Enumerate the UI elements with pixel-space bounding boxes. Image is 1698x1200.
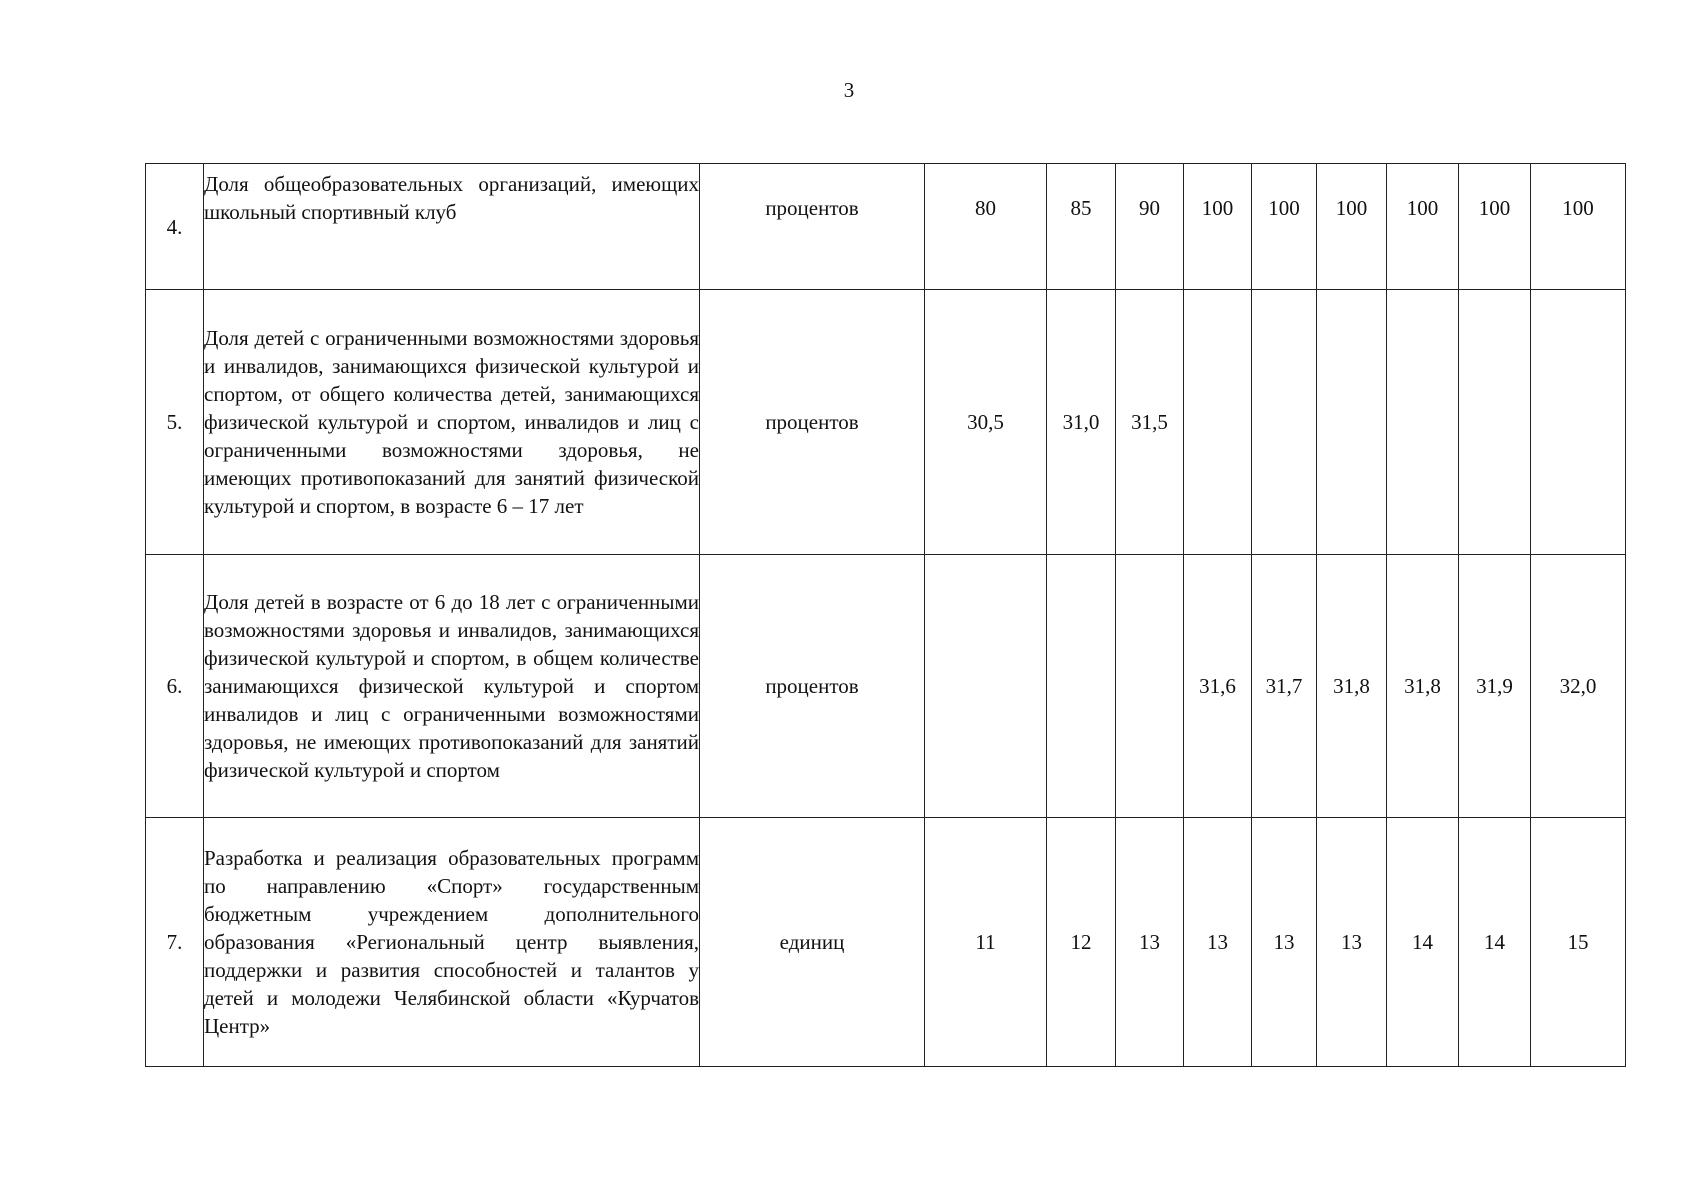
- indicators-table: [145, 163, 1626, 1067]
- value-cell: 31,5: [1116, 290, 1184, 555]
- value-cell: 13: [1252, 818, 1317, 1067]
- row-description: Доля детей с ограниченными возможностями здоровья и инвалидов, занимающихся физической культурой и спортом, от общего количества детей, занимающихся физической культурой и спортом, инвалидов и лиц с ограниченными возможностями здоровья, не имеющих противопоказаний для занятий физической культурой и спортом, в возрасте 6 – 17 лет: [204, 290, 700, 555]
- row-description: Доля общеобразовательных организаций, имеющих школьный спортивный клуб: [204, 164, 700, 290]
- value-cell: 30,5: [925, 290, 1047, 555]
- value-cell: [1116, 555, 1184, 818]
- value-cell: [1184, 290, 1252, 555]
- value-cell: 14: [1387, 818, 1459, 1067]
- value-cell: 31,8: [1387, 555, 1459, 818]
- row-number: 5.: [146, 290, 204, 555]
- table-row: [146, 290, 1626, 555]
- value-cell: 31,8: [1317, 555, 1387, 818]
- value-cell: 31,9: [1459, 555, 1531, 818]
- row-description: Доля детей в возрасте от 6 до 18 лет с ограниченными возможностями здоровья и инвалидов, занимающихся физической культурой и спортом, в общем количестве занимающихся физической культурой и спортом инвалидов и лиц с ограниченными возможностями здоровья, не имеющих противопоказаний для занятий физической культурой и спортом: [204, 555, 700, 818]
- table-row: [146, 555, 1626, 818]
- value-cell: [1387, 290, 1459, 555]
- value-cell: 11: [925, 818, 1047, 1067]
- row-unit: единиц: [700, 818, 925, 1067]
- value-cell: 85: [1047, 164, 1116, 290]
- value-cell: 90: [1116, 164, 1184, 290]
- value-cell: 31,7: [1252, 555, 1317, 818]
- value-cell: [1252, 290, 1317, 555]
- value-cell: 100: [1387, 164, 1459, 290]
- value-cell: 31,0: [1047, 290, 1116, 555]
- row-number: 4.: [146, 164, 204, 290]
- value-cell: 100: [1459, 164, 1531, 290]
- value-cell: [1317, 290, 1387, 555]
- value-cell: 100: [1252, 164, 1317, 290]
- value-cell: [1047, 555, 1116, 818]
- value-cell: 100: [1317, 164, 1387, 290]
- value-cell: 13: [1184, 818, 1252, 1067]
- row-description: Разработка и реализация образовательных программ по направлению «Спорт» государственным бюджетным учреждением дополнительного образования «Региональный центр выявления, поддержки и развития способностей и талантов у детей и молодежи Челябинской области «Курчатов Центр»: [204, 818, 700, 1067]
- value-cell: [1531, 290, 1626, 555]
- value-cell: [1459, 290, 1531, 555]
- value-cell: [925, 555, 1047, 818]
- row-number: 6.: [146, 555, 204, 818]
- value-cell: 100: [1531, 164, 1626, 290]
- value-cell: 31,6: [1184, 555, 1252, 818]
- row-unit: процентов: [700, 164, 925, 290]
- value-cell: 14: [1459, 818, 1531, 1067]
- page-number: 3: [843, 78, 855, 102]
- row-unit: процентов: [700, 290, 925, 555]
- value-cell: 13: [1317, 818, 1387, 1067]
- value-cell: 80: [925, 164, 1047, 290]
- value-cell: 15: [1531, 818, 1626, 1067]
- value-cell: 32,0: [1531, 555, 1626, 818]
- row-unit: процентов: [700, 555, 925, 818]
- value-cell: 12: [1047, 818, 1116, 1067]
- value-cell: 100: [1184, 164, 1252, 290]
- value-cell: 13: [1116, 818, 1184, 1067]
- table-row: [146, 818, 1626, 1067]
- row-number: 7.: [146, 818, 204, 1067]
- table-row: [146, 164, 1626, 290]
